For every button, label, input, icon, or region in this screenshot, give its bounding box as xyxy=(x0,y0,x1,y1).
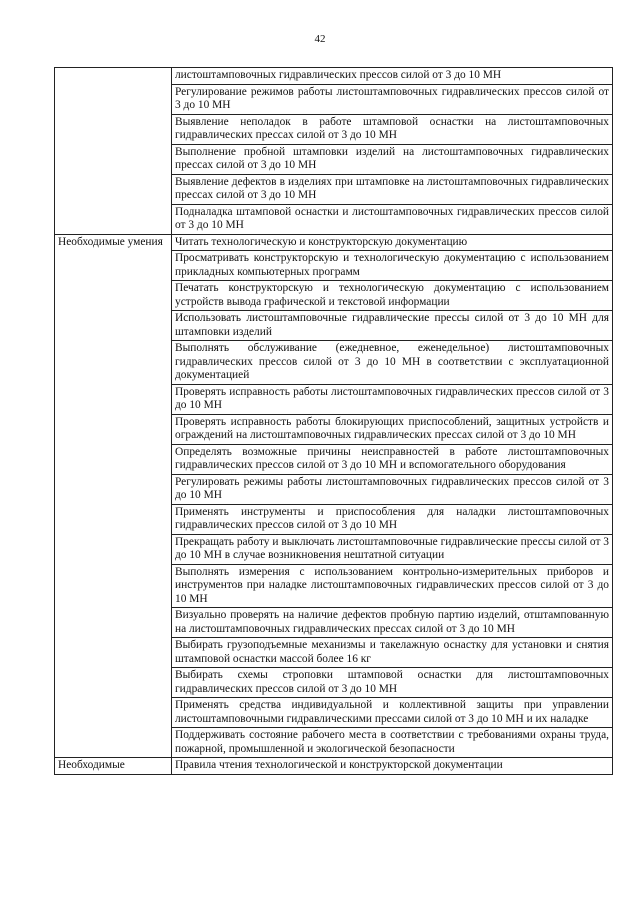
table-cell-item: Применять инструменты и приспособления для наладки листоштамповочных гидравлических прессов силой от 3 до 10 МН xyxy=(172,504,613,534)
section-label: Необходимые xyxy=(55,758,172,775)
table-cell-item: Выполнять измерения с использованием контрольно-измерительных приборов и инструментов при наладке листоштамповочных гидравлических прессов силой от 3 до 10 МН xyxy=(172,564,613,608)
table-cell-item: Выбирать грузоподъемные механизмы и такелажную оснастку для установки и снятия штамповой оснастки массой более 16 кг xyxy=(172,638,613,668)
page-number: 42 xyxy=(314,33,326,45)
table-cell-item: Визуально проверять на наличие дефектов пробную партию изделий, отштампованную на листоштамповочных гидравлических прессах силой от 3 до 10 МН xyxy=(172,608,613,638)
table-row xyxy=(55,68,613,85)
table-cell-item: Использовать листоштамповочные гидравлические прессы силой от 3 до 10 МН для штамповки изделий xyxy=(172,311,613,341)
table-cell-item: Определять возможные причины неисправностей в работе листоштамповочных гидравлических прессов силой от 3 до 10 МН и вспомогательного оборудования xyxy=(172,444,613,474)
section-label: Необходимые умения xyxy=(55,234,172,758)
table-cell-item: Печатать конструкторскую и технологическую документацию с использованием устройств вывода графической и текстовой информации xyxy=(172,281,613,311)
table-cell-item: Проверять исправность работы листоштамповочных гидравлических прессов силой от 3 до 10 МН xyxy=(172,384,613,414)
table-cell-item: Применять средства индивидуальной и коллективной защиты при управлении листоштамповочными гидравлическими прессами силой от 3 до 10 МН и их наладке xyxy=(172,698,613,728)
table-row xyxy=(55,758,613,775)
table-cell-item: Проверять исправность работы блокирующих приспособлений, защитных устройств и ограждений на листоштамповочных гидравлических прессах силой от 3 до 10 МН xyxy=(172,414,613,444)
table-cell-item: Регулирование режимов работы листоштамповочных гидравлических прессов силой от 3 до 10 МН xyxy=(172,84,613,114)
table-cell-item: Выбирать схемы строповки штамповой оснастки для листоштамповочных гидравлических прессов силой от 3 до 10 МН xyxy=(172,668,613,698)
table-cell-item: Выявление дефектов в изделиях при штамповке на листоштамповочных гидравлических прессах силой от 3 до 10 МН xyxy=(172,174,613,204)
table-body xyxy=(55,68,613,775)
table-cell-item: Выявление неполадок в работе штамповой оснастки на листоштамповочных гидравлических прессах силой от 3 до 10 МН xyxy=(172,114,613,144)
competency-table xyxy=(54,67,613,775)
table-cell-item: Просматривать конструкторскую и технологическую документацию с использованием прикладных компьютерных программ xyxy=(172,251,613,281)
table-cell-item: Читать технологическую и конструкторскую документацию xyxy=(172,234,613,251)
table-cell-item: Прекращать работу и выключать листоштамповочные гидравлические прессы силой от 3 до 10 МН в случае возникновения нештатной ситуации xyxy=(172,534,613,564)
table-cell-item: Правила чтения технологической и конструкторской документации xyxy=(172,758,613,775)
table-cell-item: листоштамповочных гидравлических прессов силой от 3 до 10 МН xyxy=(172,68,613,85)
table-cell-item: Подналадка штамповой оснастки и листоштамповочных гидравлических прессов силой от 3 до 10 МН xyxy=(172,204,613,234)
table-cell-item: Выполнение пробной штамповки изделий на листоштамповочных гидравлических прессах силой от 3 до 10 МН xyxy=(172,144,613,174)
section-label xyxy=(55,68,172,235)
table-cell-item: Регулировать режимы работы листоштамповочных гидравлических прессов силой от 3 до 10 МН xyxy=(172,474,613,504)
table-cell-item: Поддерживать состояние рабочего места в соответствии с требованиями охраны труда, пожарной, промышленной и экологической безопасности xyxy=(172,728,613,758)
table-cell-item: Выполнять обслуживание (ежедневное, еженедельное) листоштамповочных гидравлических прессов силой от 3 до 10 МН в соответствии с эксплуатационной документацией xyxy=(172,341,613,385)
table-row xyxy=(55,234,613,251)
